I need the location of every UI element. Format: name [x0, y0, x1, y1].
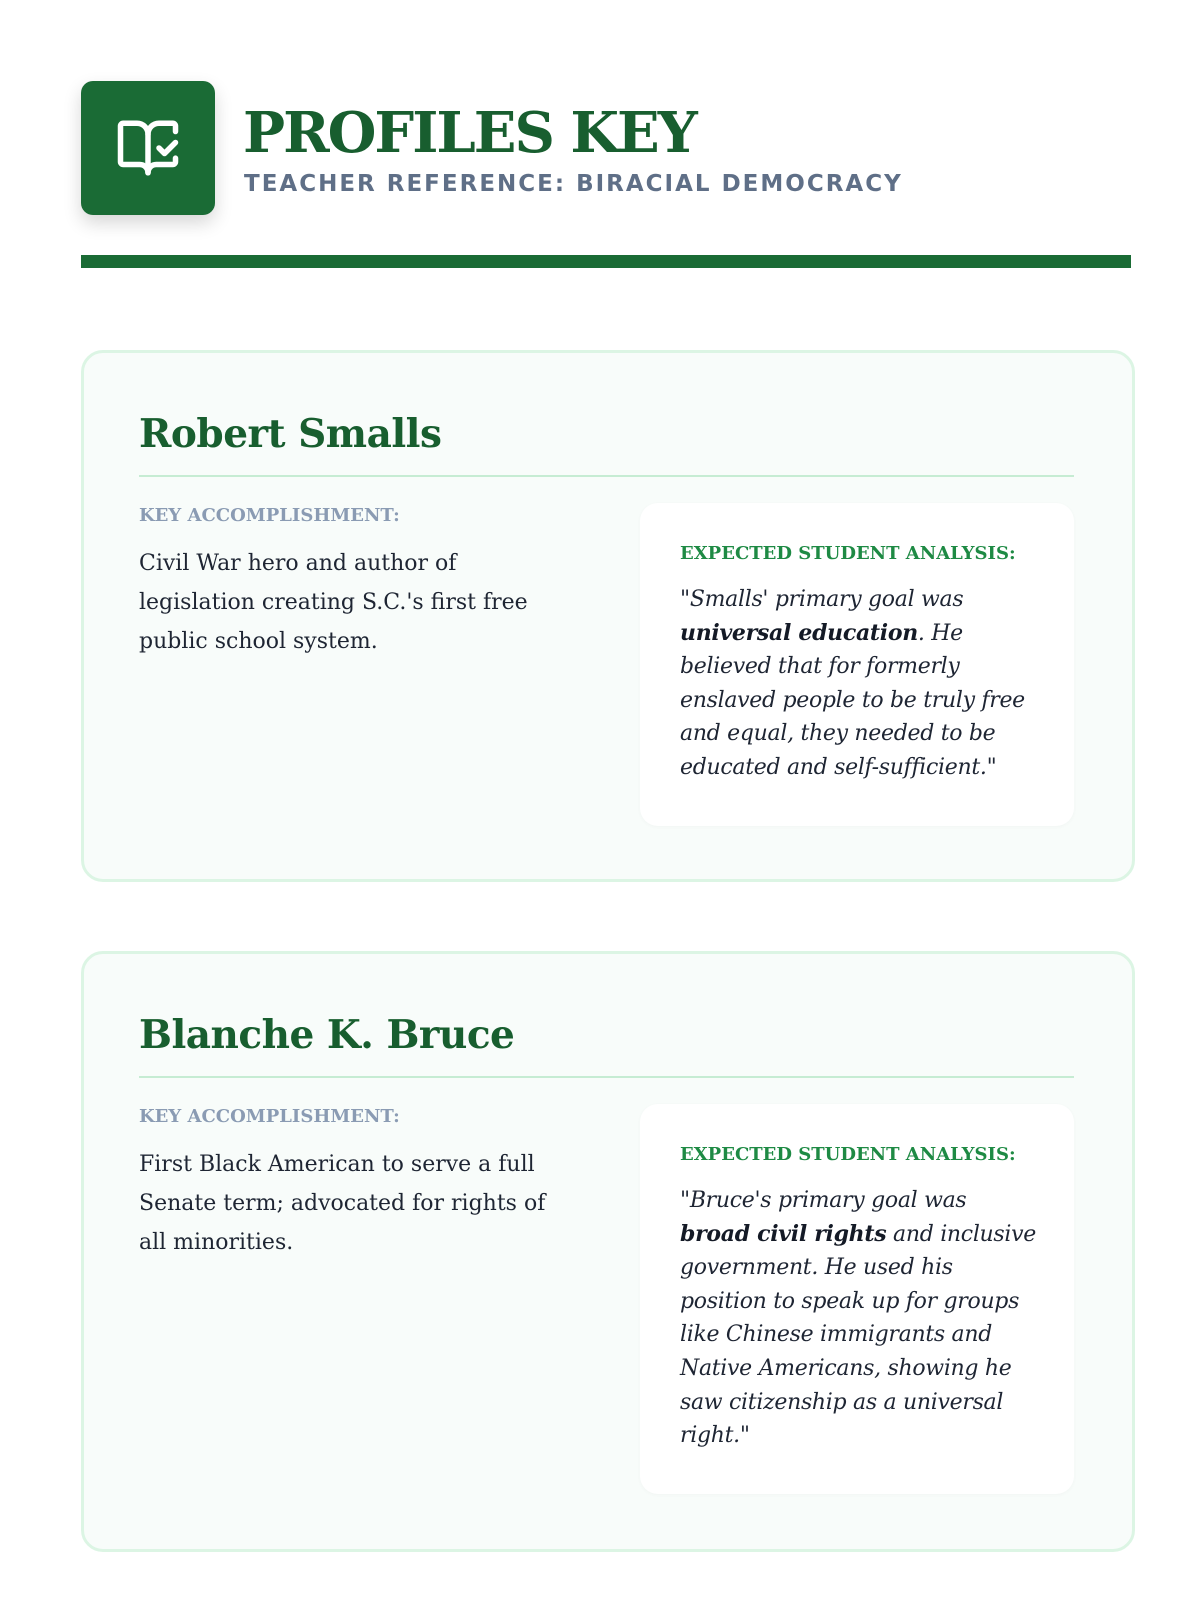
- analysis-text-start: "Smalls' primary goal was: [680, 587, 964, 612]
- accomplishment-text: First Black American to serve a full Senate term; advocated for rights of all minorities.: [139, 1152, 546, 1255]
- analysis-label: EXPECTED STUDENT ANALYSIS:: [680, 1144, 1016, 1165]
- page-header: [81, 81, 1131, 271]
- analysis-box: [640, 1104, 1074, 1494]
- profile-name: Robert Smalls: [139, 411, 442, 457]
- analysis-text-end: and inclusive government. He used his position to speak up for groups like Chinese immigrants and Native Americans, showing he saw citizenship as a universal right.": [680, 1221, 1037, 1449]
- profile-card-robert-smalls: [81, 350, 1135, 882]
- accomplishment-label: KEY ACCOMPLISHMENT:: [139, 1106, 400, 1127]
- page-title: PROFILES KEY: [243, 100, 696, 166]
- profile-card-blanche-bruce: [81, 951, 1135, 1552]
- accomplishment-label: KEY ACCOMPLISHMENT:: [139, 505, 400, 526]
- analysis-emphasis: broad civil rights: [680, 1220, 887, 1247]
- header-divider: [81, 255, 1131, 268]
- book-open-check-icon: [81, 81, 215, 215]
- analysis-text-start: "Bruce's primary goal was: [680, 1188, 967, 1213]
- profile-divider: [139, 475, 1074, 477]
- analysis-text: [680, 583, 1040, 785]
- analysis-text-end: . He believed that for formerly enslaved people to be truly free and equal, they needed to be educated and self-sufficient.": [680, 620, 1025, 780]
- page-subtitle: TEACHER REFERENCE: BIRACIAL DEMOCRACY: [244, 171, 903, 197]
- analysis-label: EXPECTED STUDENT ANALYSIS:: [680, 543, 1016, 564]
- profile-name: Blanche K. Bruce: [139, 1012, 515, 1058]
- analysis-emphasis: universal education: [680, 619, 918, 646]
- profile-divider: [139, 1076, 1074, 1078]
- accomplishment-text: Civil War hero and author of legislation creating S.C.'s first free public school system.: [139, 551, 528, 654]
- analysis-text: [680, 1184, 1040, 1453]
- analysis-box: [640, 503, 1074, 826]
